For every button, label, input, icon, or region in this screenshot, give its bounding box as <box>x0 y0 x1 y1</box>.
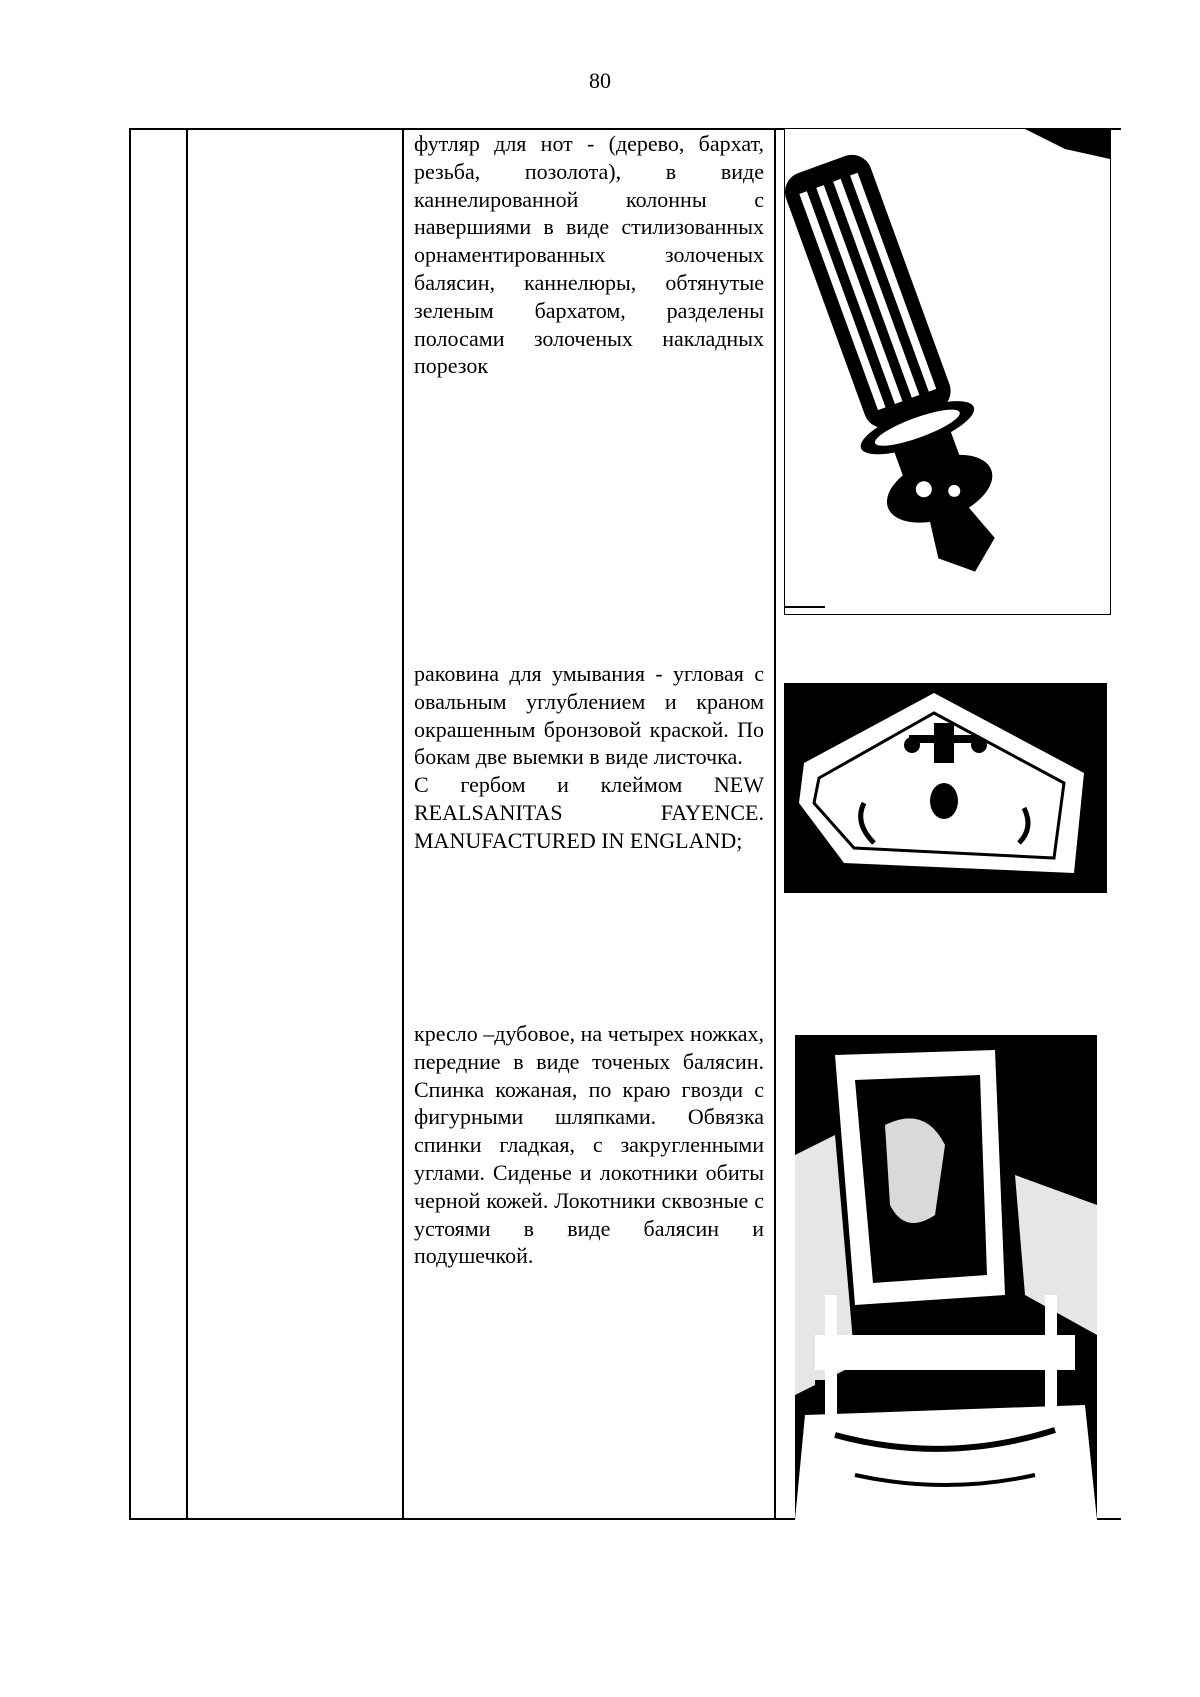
entry-description-armchair <box>414 1020 764 1270</box>
oak-armchair-image <box>795 1035 1097 1520</box>
column-divider-2 <box>402 128 404 1520</box>
oak-armchair-photo <box>795 1035 1097 1520</box>
column-divider-3 <box>774 128 776 1520</box>
corner-washbasin-photo <box>784 683 1107 893</box>
column-divider-1 <box>186 128 188 1520</box>
music-case-column-image <box>785 129 1110 614</box>
entry-1-description: футляр для нот - (дерево, бархат, резьба, позолота), в виде каннелированной колонны с навершиями в виде стилизованных орнаментированных золоченых балясин, каннелюры, обтянутые зеленым бархатом, разделены полосами золоченых накладных порезок <box>414 131 764 379</box>
corner-washbasin-image <box>784 683 1107 893</box>
entry-2-description: раковина для умывания - угловая с овальным углублением и краном окрашенным бронзовой краской. По бокам две выемки в виде листочка. <box>414 661 764 770</box>
page-number: 80 <box>589 68 611 93</box>
music-case-column-photo <box>784 128 1111 615</box>
entry-2-mark: С гербом и клеймом NEW REALSANITAS FAYENCE. MANUFACTURED IN ENGLAND; <box>414 772 764 853</box>
entry-description-washbasin <box>414 660 764 855</box>
entry-3-description: кресло –дубовое, на четырех ножках, передние в виде точеных балясин. Спинка кожаная, по краю гвозди с фигурными шляпками. Обвязка спинки гладкая, с закругленными углами. Сиденье и локотники обиты черной кожей. Локотники сквозные с устоями в виде балясин и подушечкой. <box>414 1021 764 1269</box>
entry-description-music-case <box>414 130 764 380</box>
